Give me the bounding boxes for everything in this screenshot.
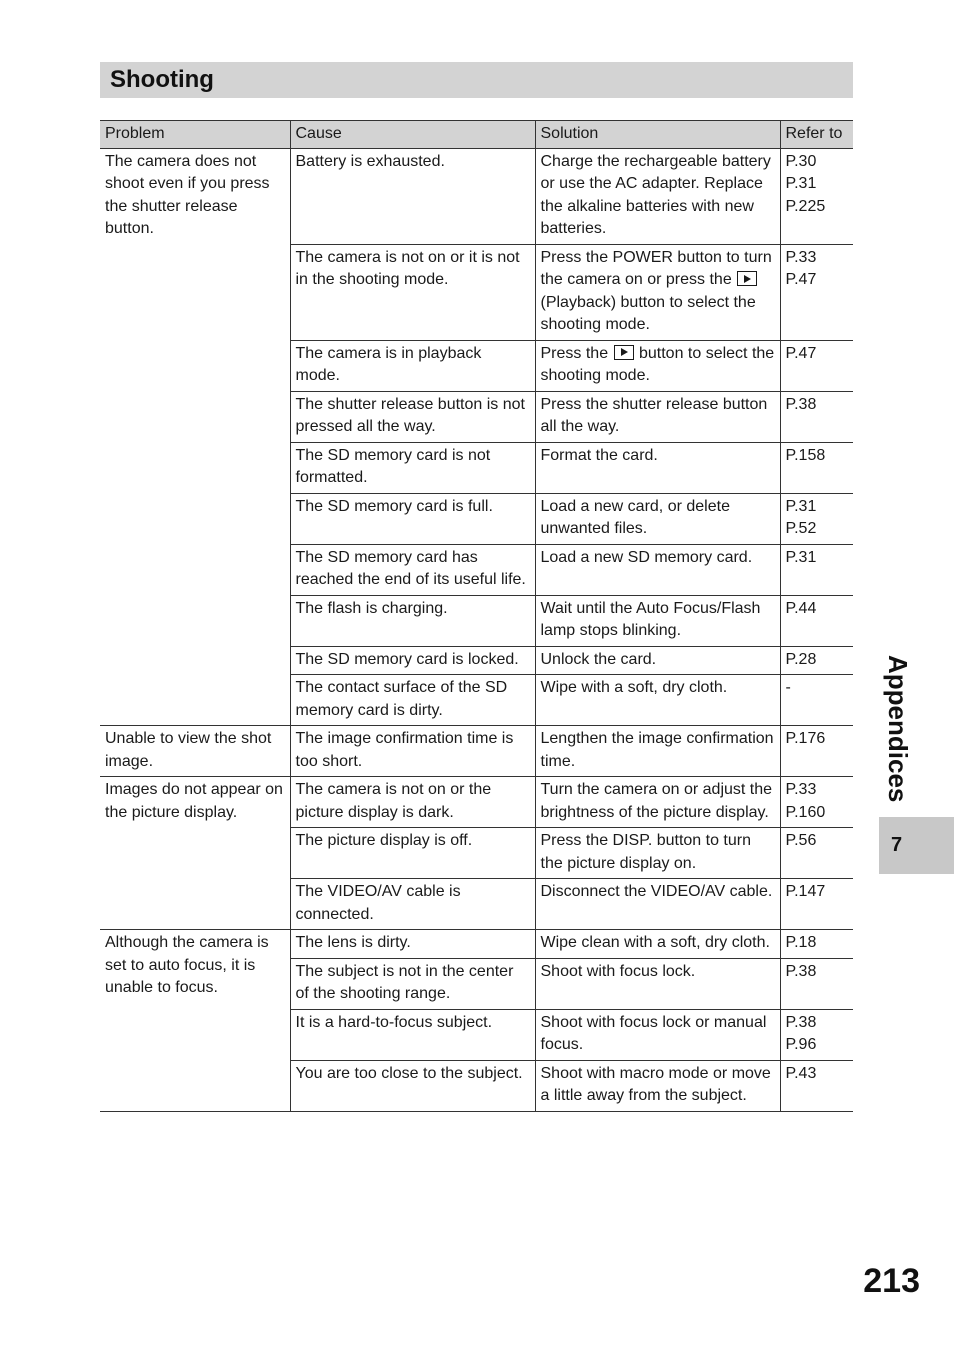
solution-cell: Disconnect the VIDEO/AV cable. bbox=[535, 879, 780, 930]
page-reference: P.31 bbox=[785, 548, 817, 566]
problem-cell: Images do not appear on the picture display. bbox=[100, 777, 290, 930]
cause-cell: The SD memory card is not formatted. bbox=[290, 442, 535, 493]
page-reference: P.38 bbox=[785, 1013, 817, 1031]
header-refer-to: Refer to bbox=[780, 121, 853, 149]
refer-cell bbox=[780, 879, 853, 930]
solution-cell: Charge the rechargeable battery or use the AC adapter. Replace the alkaline batteries with new batteries. bbox=[535, 148, 780, 244]
solution-text: button to select the shooting mode. bbox=[540, 344, 775, 384]
cause-cell: The image confirmation time is too short. bbox=[290, 726, 535, 777]
problem-cell: Although the camera is set to auto focus, it is unable to focus. bbox=[100, 930, 290, 1112]
solution-cell: Lengthen the image confirmation time. bbox=[535, 726, 780, 777]
page-reference: P.31 bbox=[785, 175, 817, 192]
table-row bbox=[100, 726, 853, 777]
page-reference: P.38 bbox=[785, 395, 817, 413]
solution-cell: Format the card. bbox=[535, 442, 780, 493]
solution-cell: Wipe clean with a soft, dry cloth. bbox=[535, 930, 780, 959]
cause-cell: Battery is exhausted. bbox=[290, 148, 535, 244]
page-reference: P.33 bbox=[785, 781, 817, 798]
page-reference: P.28 bbox=[785, 650, 817, 668]
header-problem: Problem bbox=[100, 121, 290, 149]
cause-cell: It is a hard-to-focus subject. bbox=[290, 1009, 535, 1060]
refer-cell bbox=[780, 675, 853, 726]
chapter-number: 7 bbox=[891, 834, 903, 856]
refer-cell bbox=[780, 828, 853, 879]
page-reference: P.176 bbox=[785, 730, 826, 747]
solution-cell: Shoot with macro mode or move a little away from the subject. bbox=[535, 1060, 780, 1111]
refer-cell bbox=[780, 726, 853, 777]
refer-cell bbox=[780, 340, 853, 391]
table-row bbox=[100, 930, 853, 959]
header-solution: Solution bbox=[535, 121, 780, 149]
cause-cell: The subject is not in the center of the shooting range. bbox=[290, 958, 535, 1009]
page-number: 213 bbox=[863, 1262, 920, 1300]
refer-cell bbox=[780, 1060, 853, 1111]
refer-cell bbox=[780, 148, 853, 244]
cause-cell: The SD memory card is full. bbox=[290, 493, 535, 544]
cause-cell: You are too close to the subject. bbox=[290, 1060, 535, 1111]
refer-cell bbox=[780, 595, 853, 646]
cause-cell: The camera is in playback mode. bbox=[290, 340, 535, 391]
page-reference: P.47 bbox=[785, 271, 817, 288]
page-reference: P.31 bbox=[785, 497, 817, 515]
cause-cell: The SD memory card has reached the end of its useful life. bbox=[290, 544, 535, 595]
refer-cell bbox=[780, 442, 853, 493]
section-title: Shooting bbox=[100, 62, 853, 98]
page-reference: P.147 bbox=[785, 883, 826, 900]
page-reference: P.52 bbox=[785, 520, 817, 537]
page-reference: P.225 bbox=[785, 197, 826, 215]
refer-cell bbox=[780, 1009, 853, 1060]
refer-cell bbox=[780, 930, 853, 959]
cause-cell: The flash is charging. bbox=[290, 595, 535, 646]
page-reference: P.18 bbox=[785, 934, 817, 951]
solution-cell: Shoot with focus lock or manual focus. bbox=[535, 1009, 780, 1060]
solution-cell: Wait until the Auto Focus/Flash lamp stops blinking. bbox=[535, 595, 780, 646]
cause-cell: The VIDEO/AV cable is connected. bbox=[290, 879, 535, 930]
cause-cell: The lens is dirty. bbox=[290, 930, 535, 959]
table-header-row bbox=[100, 121, 853, 149]
troubleshooting-table bbox=[100, 120, 853, 1112]
table-row bbox=[100, 148, 853, 244]
page-reference: P.38 bbox=[785, 962, 817, 980]
solution-cell bbox=[535, 244, 780, 340]
table-row bbox=[100, 777, 853, 828]
solution-cell: Shoot with focus lock. bbox=[535, 958, 780, 1009]
solution-cell: Turn the camera on or adjust the brightness of the picture display. bbox=[535, 777, 780, 828]
page-reference: P.43 bbox=[785, 1064, 817, 1082]
cause-cell: The SD memory card is locked. bbox=[290, 646, 535, 675]
page-reference: P.33 bbox=[785, 248, 817, 266]
solution-cell bbox=[535, 340, 780, 391]
solution-cell: Load a new card, or delete unwanted files. bbox=[535, 493, 780, 544]
cause-cell: The camera is not on or it is not in the shooting mode. bbox=[290, 244, 535, 340]
refer-cell bbox=[780, 244, 853, 340]
solution-cell: Unlock the card. bbox=[535, 646, 780, 675]
solution-cell: Press the shutter release button all the way. bbox=[535, 391, 780, 442]
playback-icon bbox=[614, 345, 634, 360]
refer-cell bbox=[780, 391, 853, 442]
page-reference: P.30 bbox=[785, 152, 817, 170]
solution-cell: Load a new SD memory card. bbox=[535, 544, 780, 595]
solution-text: Press the bbox=[540, 344, 613, 362]
page-reference: P.47 bbox=[785, 344, 817, 362]
page-reference: P.56 bbox=[785, 832, 817, 849]
refer-cell bbox=[780, 777, 853, 828]
page-reference: - bbox=[785, 679, 791, 696]
cause-cell: The shutter release button is not pressed all the way. bbox=[290, 391, 535, 442]
page-reference: P.160 bbox=[785, 803, 826, 821]
solution-text: (Playback) button to select the shooting mode. bbox=[540, 293, 756, 333]
refer-cell bbox=[780, 493, 853, 544]
chapter-tab bbox=[879, 817, 954, 874]
cause-cell: The contact surface of the SD memory card is dirty. bbox=[290, 675, 535, 726]
cause-cell: The camera is not on or the picture display is dark. bbox=[290, 777, 535, 828]
refer-cell bbox=[780, 958, 853, 1009]
page-reference: P.44 bbox=[785, 599, 817, 617]
solution-cell: Press the DISP. button to turn the picture display on. bbox=[535, 828, 780, 879]
page-reference: P.158 bbox=[785, 446, 826, 464]
header-cause: Cause bbox=[290, 121, 535, 149]
page-reference: P.96 bbox=[785, 1036, 817, 1053]
refer-cell bbox=[780, 646, 853, 675]
cause-cell: The picture display is off. bbox=[290, 828, 535, 879]
problem-cell: The camera does not shoot even if you press the shutter release button. bbox=[100, 148, 290, 726]
problem-cell: Unable to view the shot image. bbox=[100, 726, 290, 777]
refer-cell bbox=[780, 544, 853, 595]
solution-cell: Wipe with a soft, dry cloth. bbox=[535, 675, 780, 726]
solution-text: Press the POWER button to turn the camera on or press the bbox=[540, 248, 772, 288]
playback-icon bbox=[737, 271, 757, 286]
chapter-side-title: Appendices bbox=[883, 655, 913, 803]
